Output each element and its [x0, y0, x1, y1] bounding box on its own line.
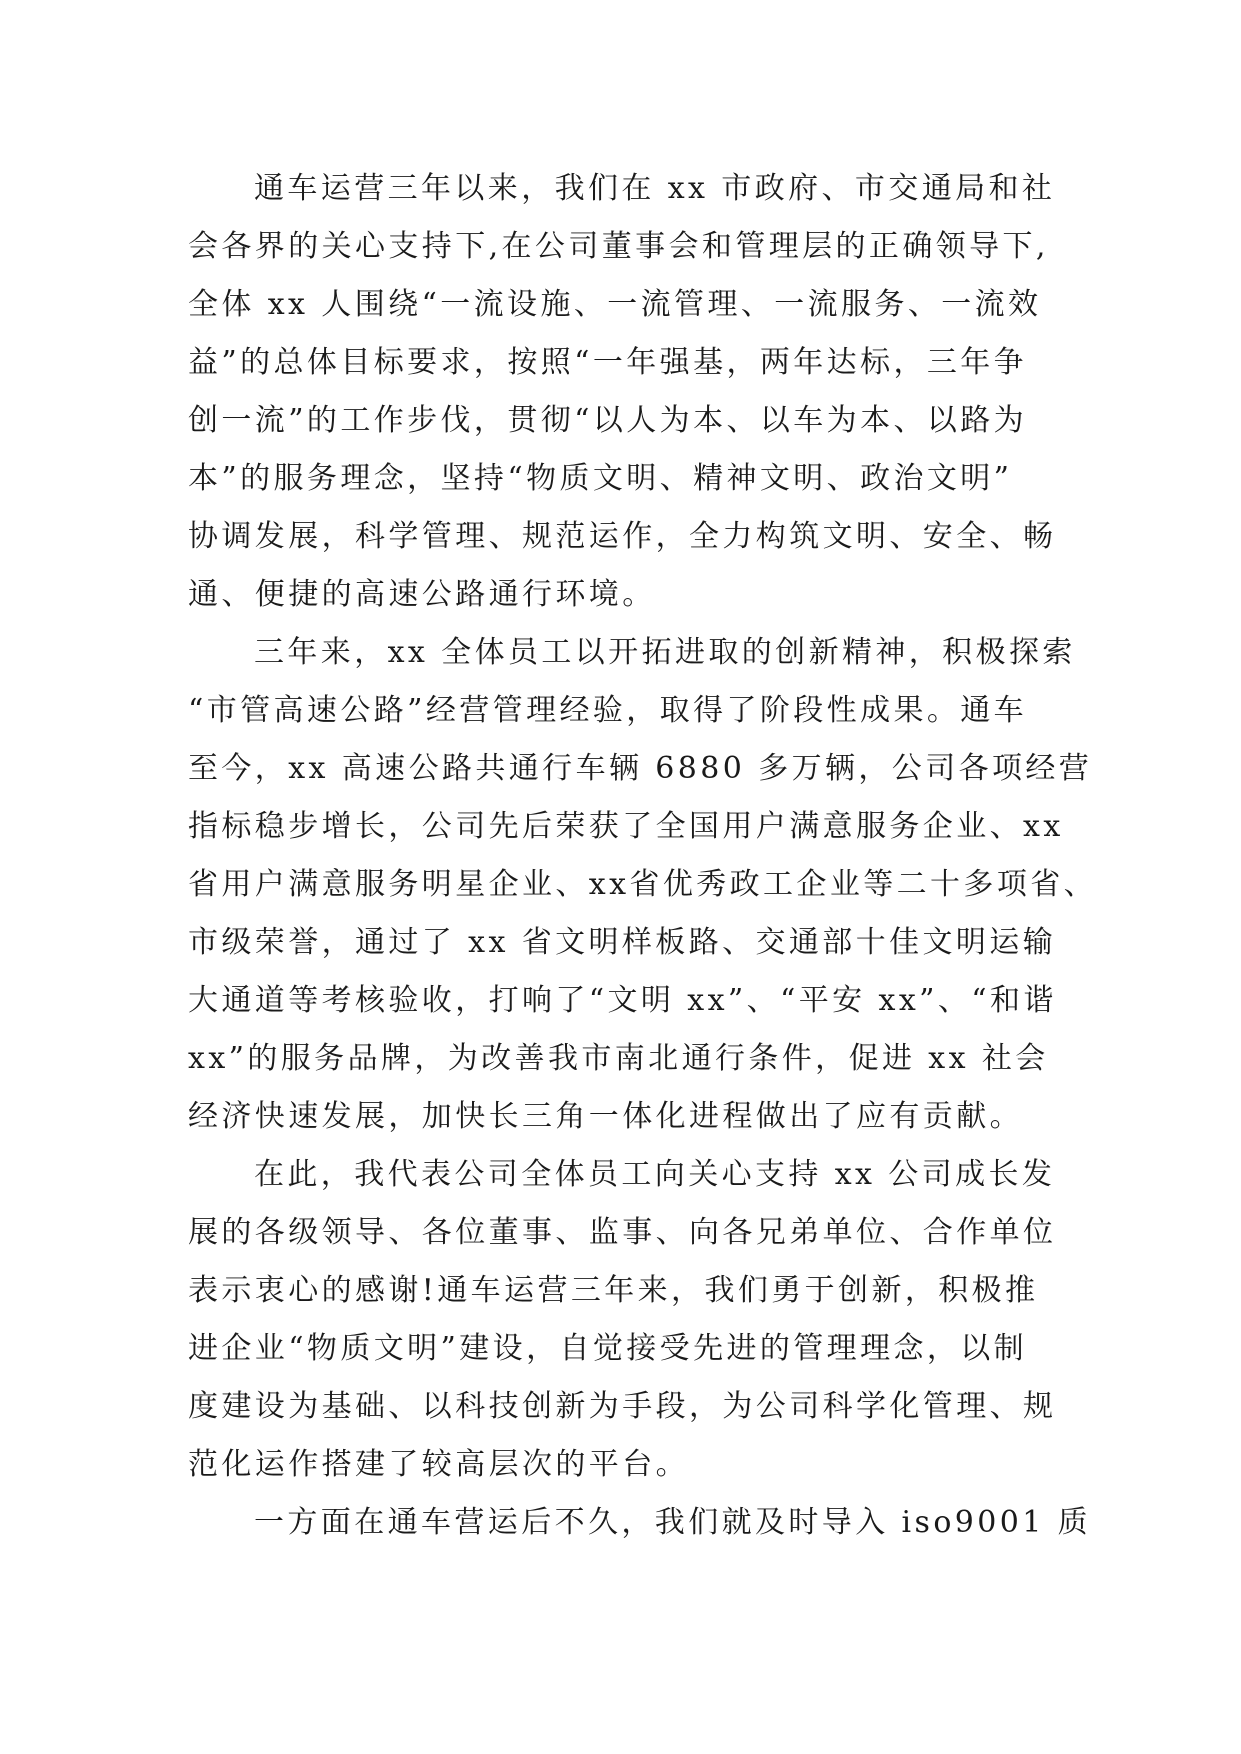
paragraph-1-line-7: 协调发展，科学管理、规范运作，全力构筑文明、安全、畅 [188, 519, 1057, 554]
paragraph-1-line-4: 益”的总体目标要求，按照“一年强基，两年达标，三年争 [188, 345, 1028, 380]
paragraph-2-line-2: “市管高速公路”经营管理经验，取得了阶段性成果。通车 [188, 693, 1028, 728]
paragraph-1-line-1: 通车运营三年以来，我们在 xx 市政府、市交通局和社 [254, 171, 1056, 206]
paragraph-3-line-3: 表示衷心的感谢!通车运营三年来，我们勇于创新，积极推 [188, 1273, 1039, 1308]
paragraph-2-line-5: 省用户满意服务明星企业、xx省优秀政工企业等二十多项省、 [188, 867, 1098, 902]
paragraph-3-line-4: 进企业“物质文明”建设，自觉接受先进的管理理念，以制 [188, 1331, 1028, 1366]
paragraph-3-line-5: 度建设为基础、以科技创新为手段，为公司科学化管理、规 [188, 1389, 1057, 1424]
paragraph-1-line-3: 全体 xx 人围绕“一流设施、一流管理、一流服务、一流效 [188, 287, 1042, 322]
paragraph-3-line-1: 在此，我代表公司全体员工向关心支持 xx 公司成长发 [254, 1157, 1056, 1192]
paragraph-2-line-4: 指标稳步增长，公司先后荣获了全国用户满意服务企业、xx [188, 809, 1064, 844]
document-body [188, 160, 1098, 1552]
paragraph-2-line-3: 至今，xx 高速公路共通行车辆 6880 多万辆，公司各项经营 [188, 751, 1093, 786]
paragraph-3-line-6: 范化运作搭建了较高层次的平台。 [188, 1447, 689, 1482]
paragraph-2-line-7: 大通道等考核验收，打响了“文明 xx”、“平安 xx”、“和谐 [188, 983, 1057, 1018]
paragraph-2-line-9: 经济快速发展，加快长三角一体化进程做出了应有贡献。 [188, 1099, 1023, 1134]
paragraph-2-line-6: 市级荣誉，通过了 xx 省文明样板路、交通部十佳文明运输 [188, 925, 1057, 960]
paragraph-3-line-2: 展的各级领导、各位董事、监事、向各兄弟单位、合作单位 [188, 1215, 1057, 1250]
paragraph-1-line-5: 创一流”的工作步伐，贯彻“以人为本、以车为本、以路为 [188, 403, 1028, 438]
paragraph-2-line-8: xx”的服务品牌，为改善我市南北通行条件，促进 xx 社会 [188, 1041, 1049, 1076]
paragraph-4-line-1: 一方面在通车营运后不久，我们就及时导入 iso9001 质 [254, 1505, 1092, 1540]
paragraph-2-line-1: 三年来，xx 全体员工以开拓进取的创新精神，积极探索 [254, 635, 1076, 670]
paragraph-1-line-8: 通、便捷的高速公路通行环境。 [188, 577, 656, 612]
paragraph-1-line-6: 本”的服务理念，坚持“物质文明、精神文明、政治文明” [188, 461, 1013, 496]
paragraph-1-line-2: 会各界的关心支持下,在公司董事会和管理层的正确领导下, [188, 229, 1049, 264]
